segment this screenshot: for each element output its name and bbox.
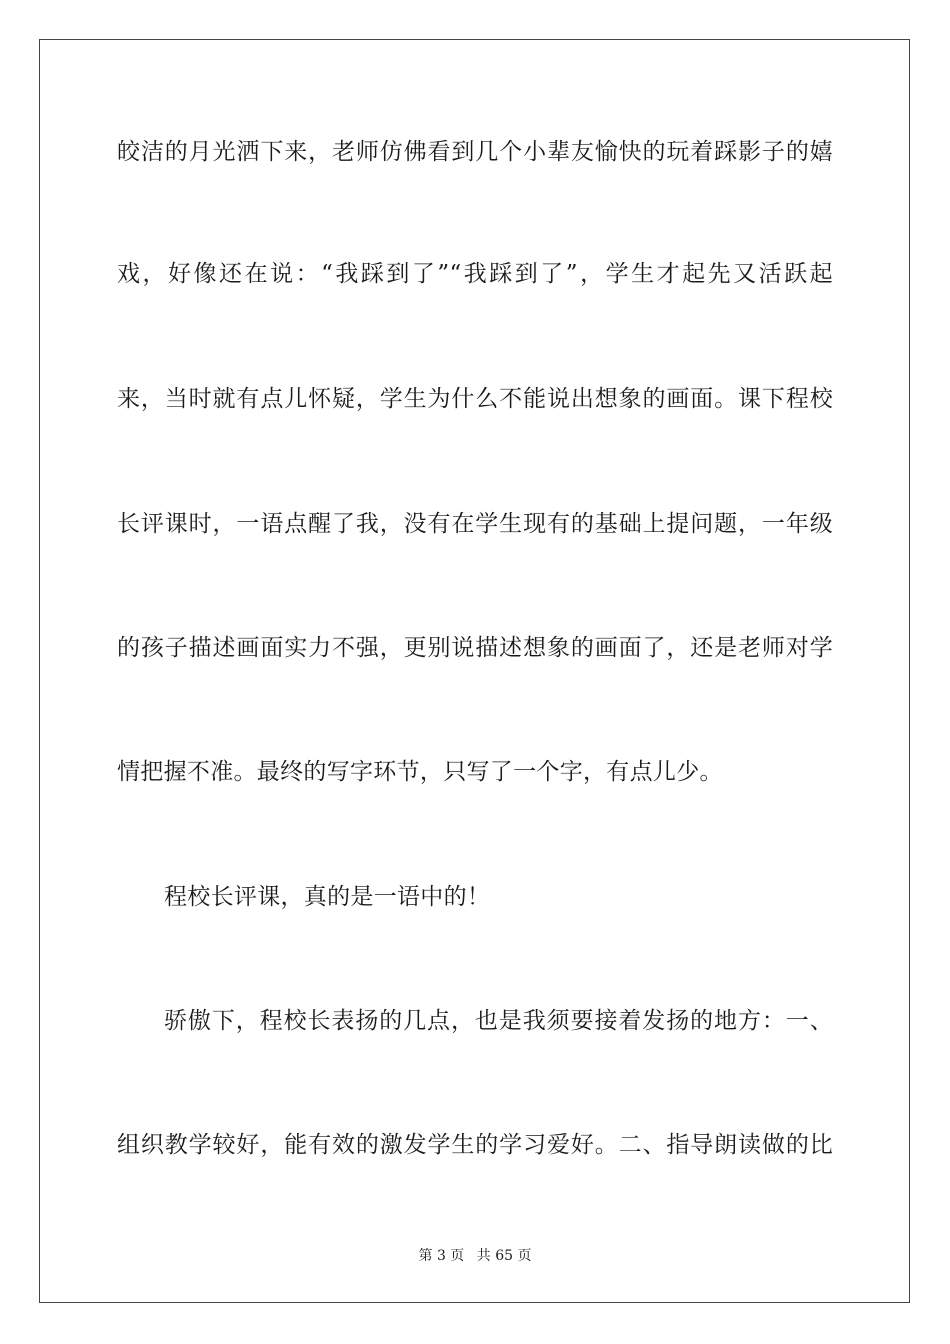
body-line-9: 组织教学较好，能有效的激发学生的学习爱好。二、指导朗读做的比	[117, 1132, 833, 1158]
page-border	[39, 39, 910, 1303]
body-line-4: 长评课时，一语点醒了我，没有在学生现有的基础上提问题，一年级	[117, 511, 833, 537]
body-line-2: 戏，好像还在说：“我踩到了”“我踩到了”，学生才起先又活跃起	[117, 261, 833, 287]
body-line-5: 的孩子描述画面实力不强，更别说描述想象的画面了，还是老师对学	[117, 635, 833, 661]
body-line-8: 骄傲下，程校长表扬的几点，也是我须要接着发扬的地方：一、	[164, 1008, 833, 1034]
body-line-6: 情把握不准。最终的写字环节，只写了一个字，有点儿少。	[117, 759, 723, 785]
body-line-7: 程校长评课，真的是一语中的！	[164, 884, 491, 910]
body-line-1: 皎洁的月光洒下来，老师仿佛看到几个小辈友愉快的玩着踩影子的嬉	[117, 139, 833, 165]
page-footer	[0, 1246, 950, 1266]
page-total: 共 65 页	[476, 1248, 532, 1264]
body-line-3: 来，当时就有点儿怀疑，学生为什么不能说出想象的画面。课下程校	[117, 386, 833, 412]
page-number: 第 3 页	[418, 1248, 465, 1264]
